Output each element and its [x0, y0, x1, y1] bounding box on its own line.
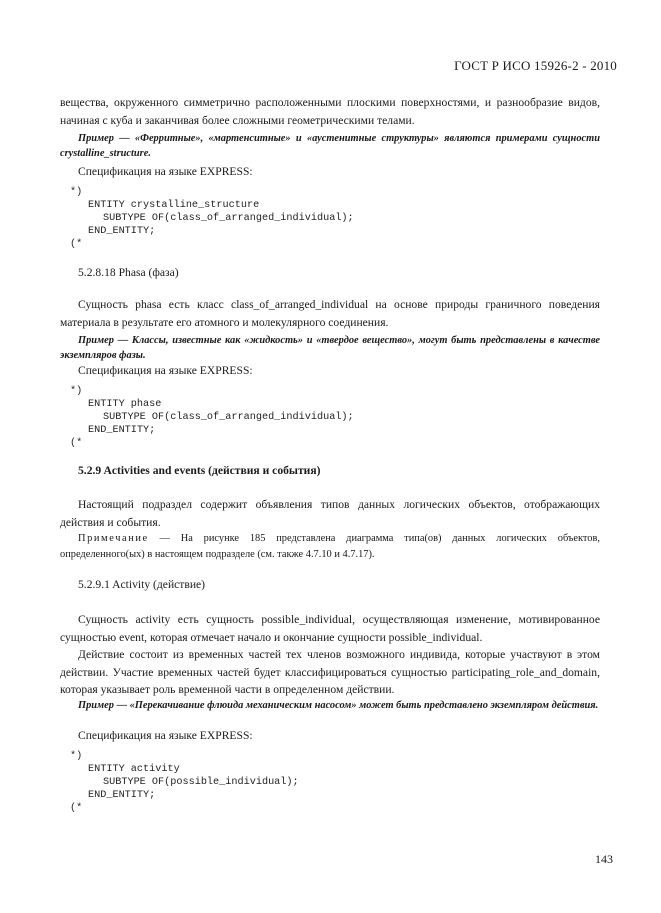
express-spec-label: Спецификация на языке EXPRESS:: [78, 165, 253, 178]
note-figure-185: [60, 531, 600, 563]
express-spec-label: Спецификация на языке EXPRESS:: [78, 364, 253, 377]
paragraph-activity: Сущность activity есть сущность possible_individual, осуществляющая изменение, мотивированное сущностью event, которая отмечает начало и окончание сущности possible_individual.: [60, 613, 600, 644]
section-heading-phasa: 5.2.8.18 Phasa (фаза): [78, 266, 179, 279]
document-header: ГОСТ Р ИСО 15926-2 - 2010: [454, 58, 617, 73]
code-line: END_ENTITY;: [88, 790, 156, 801]
note-label: Примечание: [78, 533, 149, 544]
code-line: ENTITY crystalline_structure: [88, 200, 260, 211]
express-spec-label: Спецификация на языке EXPRESS:: [78, 729, 253, 742]
note-text: — На рисунке 185 представлена диаграмма типа(ов) данных логических объектов, определенного(ых) в настоящем подразделе (см. также 4.7.10 и 4.7.17).: [60, 533, 600, 560]
code-line: *): [70, 751, 83, 762]
example-phase: Пример — Классы, известные как «жидкость» и «твердое вещество», могут быть представлены в качестве экземпляров фазы.: [60, 335, 600, 361]
code-line: ENTITY activity: [88, 764, 180, 775]
code-line: SUBTYPE OF(class_of_arranged_individual);: [103, 213, 354, 224]
code-line: ENTITY phase: [88, 399, 162, 410]
example-crystalline-structure: Пример — «Ферритные», «мартенситные» и «аустенитные структуры» являются примерами сущности crystalline_structure.: [60, 133, 600, 159]
code-line: SUBTYPE OF(class_of_arranged_individual);: [103, 412, 354, 423]
code-line: END_ENTITY;: [88, 425, 156, 436]
paragraph-activity-parts: Действие состоит из временных частей тех членов возможного индивида, которые участвуют в этом действии. Участие временных частей будет классифицироваться сущностью participating_role_and_domain, которая указывает роль временной части в определенном действии.: [60, 648, 600, 696]
code-line: *): [70, 386, 83, 397]
example-activity: Пример — «Перекачивание флюида механическим насосом» может быть представлено экземпляром действия.: [78, 700, 599, 711]
code-line: (*: [70, 438, 83, 449]
paragraph-activities: Настоящий подраздел содержит объявления типов данных логических объектов, отображающих действия и события.: [60, 498, 600, 529]
code-line: (*: [70, 239, 83, 250]
code-line: END_ENTITY;: [88, 226, 156, 237]
code-line: SUBTYPE OF(possible_individual);: [103, 777, 299, 788]
paragraph-phasa: Сущность phasa есть класс class_of_arranged_individual на основе природы граничного поведения материала в результате его атомного и молекулярного соединения.: [60, 298, 600, 329]
code-line: *): [70, 187, 83, 198]
paragraph-continuation: вещества, окруженного симметрично расположенными плоскими поверхностями, и разнообразие видов, начиная с куба и заканчивая более сложными геометрическими телами.: [60, 96, 600, 127]
code-line: (*: [70, 803, 83, 814]
page-number: 143: [595, 852, 613, 866]
section-heading-activity: 5.2.9.1 Activity (действие): [78, 578, 206, 591]
section-heading-activities: 5.2.9 Activities and events (действия и события): [78, 464, 321, 477]
